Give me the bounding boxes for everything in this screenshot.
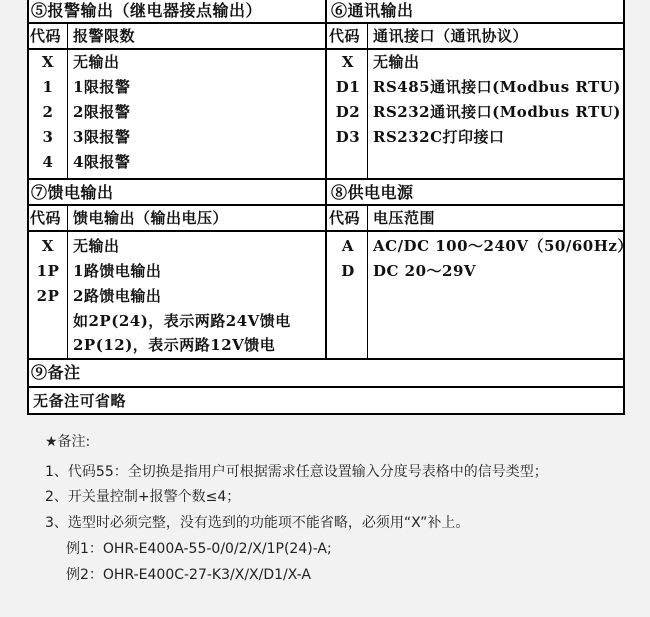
notes-title: ★备注:: [45, 434, 91, 450]
note-item: 1、代码55：全切换是指用户可根据需求任意设置输入分度号表格中的信号类型；: [45, 464, 548, 480]
section7-desc: 1路馈电输出: [73, 262, 162, 280]
section7-desc-header: 馈电输出（输出电压）: [73, 209, 229, 227]
section8-code: D: [341, 262, 355, 280]
note-item: 3、选型时必须完整，没有选到的功能项不能省略，必须用“X”补上。: [45, 515, 470, 531]
section7-code: 2P: [36, 287, 60, 305]
section9-desc: 无备注可省略: [33, 392, 127, 410]
section8-title: ⑧供电电源: [331, 183, 414, 202]
row-divider: [29, 230, 625, 232]
section5-code-header: 代码: [30, 27, 62, 45]
row-divider: [29, 178, 625, 180]
section5-title: ⑤报警输出（继电器接点输出）: [31, 1, 263, 20]
section6-code: D2: [335, 103, 361, 121]
section5-desc: 无输出: [73, 53, 120, 71]
section6-desc: RS485通讯接口(Modbus RTU): [373, 78, 621, 96]
section5-desc: 4限报警: [73, 153, 131, 171]
selection-table: [27, 0, 633, 415]
section9-title: ⑨备注: [31, 363, 81, 382]
section7-code: 1P: [36, 262, 60, 280]
section6-desc: RS232通讯接口(Modbus RTU): [373, 103, 621, 121]
section7-note: 如2P(24)，表示两路24V馈电: [73, 312, 291, 330]
section5-code: 4: [42, 153, 54, 171]
note-example: 例1：OHR-E400A-55-0/0/2/X/1P(24)-A;: [66, 541, 332, 557]
row-divider: [29, 48, 625, 50]
section8-desc-header: 电压范围: [373, 209, 436, 227]
section7-title: ⑦馈电输出: [31, 183, 114, 202]
note-item: 2、开关量控制+报警个数≤4；: [45, 489, 241, 505]
row-divider: [29, 204, 625, 206]
note-example: 例2：OHR-E400C-27-K3/X/X/D1/X-A: [66, 567, 311, 583]
section7-desc: 无输出: [73, 237, 120, 255]
row-divider: [29, 22, 625, 24]
row-divider: [29, 386, 625, 388]
code-column-divider: [367, 22, 368, 178]
code-column-divider: [67, 22, 68, 178]
section6-title: ⑥通讯输出: [331, 1, 414, 20]
section7-code: X: [41, 237, 55, 255]
code-column-divider: [67, 204, 68, 358]
section6-code: X: [341, 53, 355, 71]
section5-code: 3: [42, 128, 54, 146]
row-divider: [29, 358, 625, 360]
section8-desc: DC 20～29V: [373, 262, 477, 280]
section5-code: 1: [42, 78, 54, 96]
code-column-divider: [367, 204, 368, 358]
section8-code-header: 代码: [329, 209, 361, 227]
section6-code: D3: [335, 128, 361, 146]
section6-desc-header: 通讯接口（通讯协议）: [373, 27, 529, 45]
section5-desc-header: 报警限数: [73, 27, 136, 45]
section5-desc: 2限报警: [73, 103, 131, 121]
section6-code: D1: [335, 78, 361, 96]
section5-code: X: [41, 53, 55, 71]
section6-desc: 无输出: [373, 53, 420, 71]
section7-code-header: 代码: [30, 209, 62, 227]
section7-desc: 2路馈电输出: [73, 287, 162, 305]
section5-desc: 1限报警: [73, 78, 131, 96]
section5-code: 2: [42, 103, 54, 121]
section8-code: A: [341, 237, 355, 255]
section7-note: 2P(12)，表示两路12V馈电: [73, 336, 276, 354]
section5-desc: 3限报警: [73, 128, 131, 146]
section6-desc: RS232C打印接口: [373, 128, 505, 146]
section6-code-header: 代码: [329, 27, 361, 45]
column-divider: [325, 0, 327, 358]
section8-desc: AC/DC 100～240V（50/60Hz）: [373, 237, 633, 255]
